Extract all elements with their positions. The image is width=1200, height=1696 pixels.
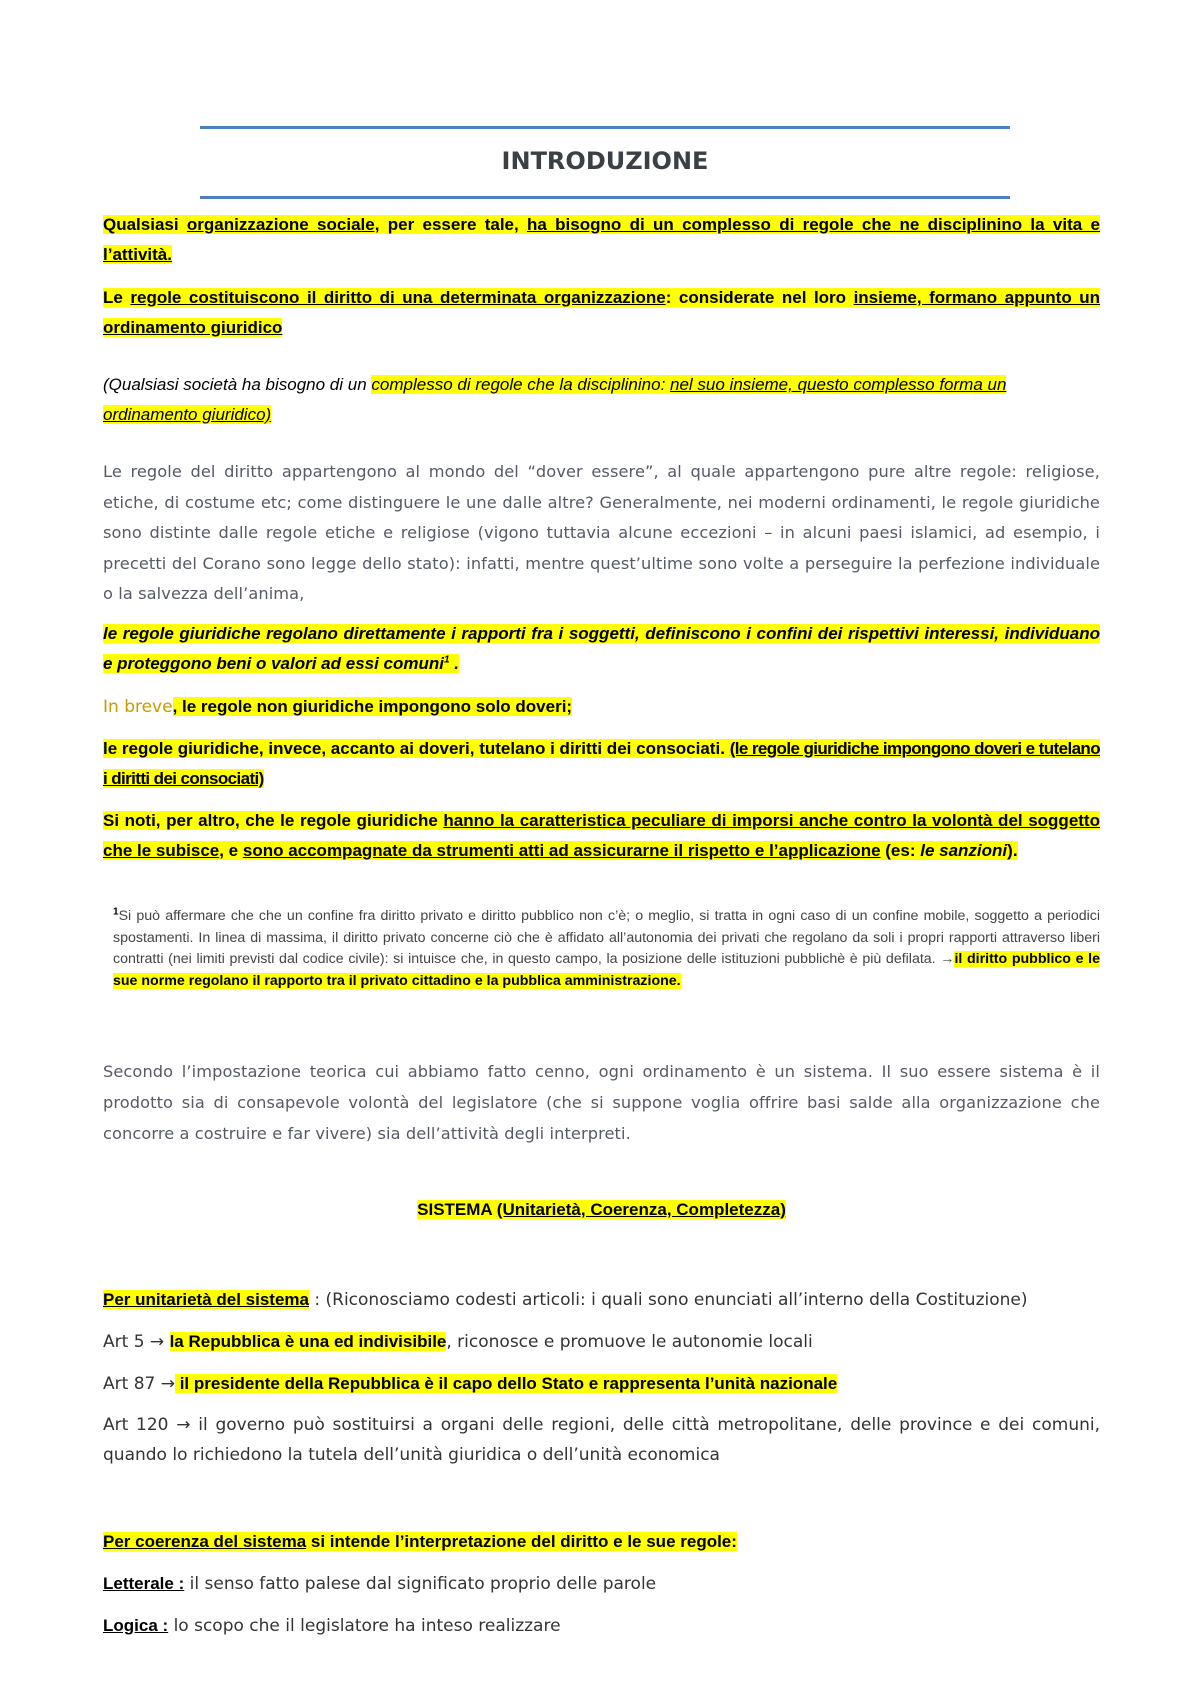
paragraph-4: Le regole del diritto appartengono al mondo del “dover essere”, al quale appartengono pure altre regole: religiose, etiche, di costume etc; come distinguere le une dalle altre? Generalmente, nei moderni ordinamenti, le regole giuridiche sono distinte dalle regole etiche e religiose (vigono tuttavia alcune eccezioni – in alcuni paesi islamici, ad esempio, i precetti del Corano sono legge dello stato): infatti, mentre quest’ultime sono volte a perseguire la perfezione individuale o la salvezza dell’anima, (103, 462, 1100, 603)
coerenza-text: Per coerenza del sistema si intende l’interpretazione del diritto e le sue regole: (103, 1532, 737, 1551)
paragraph-7 (103, 734, 1100, 794)
footnote: $^1$Si può affermare che che un confine fra diritto privato e diritto pubblico non c’è; o meglio, si tratta in ogni caso di un confine mobile, soggetto a periodici spostamenti. In linea di massima, il diritto privato concerne ciò che è affidato all’autonomia dei privati che regolano da soli i propri rapporti attraverso liberi contratti (nei limiti previsti dal codice civile): si intuisce che, in questo campo, la posizione delle istituzioni pubblichè è più defilata. →il diritto pubblico e le sue norme regolano il rapporto tra il privato cittadino e la pubblica amministrazione. (113, 906, 1100, 989)
p7-text: le regole giuridiche, invece, accanto ai doveri, tutelano i diritti dei consociati. (le regole giuridiche impongono doveri e tutelano i diritti dei consociati) (103, 739, 1100, 788)
heading-bottom-rule (200, 196, 1010, 199)
page-title: INTRODUZIONE (501, 147, 709, 175)
art120-line: Art 120 → il governo può sostituirsi a organi delle regioni, delle città metropolitane, delle province e dei comuni, quando lo richiedono la tutela dell’unità giuridica o dell’unità economica (103, 1415, 1100, 1465)
sistema-text: SISTEMA (Unitarietà, Coerenza, Completezza) (417, 1200, 786, 1219)
p2-text: Le regole costituiscono il diritto di una determinata organizzazione: considerate nel loro insieme, formano appunto un ordinamento giuridico (103, 288, 1100, 337)
unitarieta-line: Per unitarietà del sistema : (Riconosciamo codesti articoli: i quali sono enunciati all’interno della Costituzione) (103, 1290, 1028, 1310)
paragraph-6: In breve, le regole non giuridiche impongono solo doveri; (103, 697, 573, 717)
p8-text: Si noti, per altro, che le regole giuridiche hanno la caratteristica peculiare di imporsi anche contro la volontà del soggetto che le subisce, e sono accompagnate da strumenti atti ad assicurarne il rispetto e l’applicazione (es: le sanzioni). (103, 811, 1100, 860)
p5-text: le regole giuridiche regolano direttamente i rapporti fra i soggetti, definiscono i confini dei rispettivi interessi, individuano e proteggono beni o valori ad essi comuni$^1$ . (103, 624, 1100, 673)
p1-text: Qualsiasi organizzazione sociale, per essere tale, ha bisogno di un complesso di regole che ne disciplinino la vita e l’attività. (103, 215, 1100, 264)
arrow-icon: → (160, 1374, 175, 1394)
coerenza-line (103, 1527, 1100, 1557)
paragraph-9: Secondo l’impostazione teorica cui abbiamo fatto cenno, ogni ordinamento è un sistema. Il suo essere sistema è il prodotto sia di consapevole volontà del legislatore (che si suppone voglia offrire basi salde alla organizzazione che concorre a costruire e far vivere) sia dell’attività degli interpreti. (103, 1062, 1100, 1143)
art87-line: Art 87 → il presidente della Repubblica è il capo dello Stato e rappresenta l’unità nazionale (103, 1374, 838, 1394)
paragraph-8 (103, 806, 1100, 866)
paragraph-2 (103, 283, 1100, 343)
logica-line: Logica : lo scopo che il legislatore ha inteso realizzare (103, 1616, 561, 1636)
arrow-icon: → (176, 1415, 191, 1435)
heading-top-rule (200, 126, 1010, 129)
arrow-icon: → (149, 1332, 165, 1352)
paragraph-3: (Qualsiasi società ha bisogno di un complesso di regole che la disciplinino: nel suo insieme, questo complesso forma un ordinamento giuridico) (103, 375, 1007, 424)
section-heading-sistema (103, 1195, 1100, 1225)
letterale-line: Letterale : il senso fatto palese dal significato proprio delle parole (103, 1574, 657, 1594)
paragraph-5 (103, 619, 1100, 679)
paragraph-1 (103, 210, 1100, 270)
arrow-icon: → (940, 951, 955, 968)
art5-line: Art 5 → la Repubblica è una ed indivisibile, riconosce e promuove le autonomie locali (103, 1332, 813, 1352)
